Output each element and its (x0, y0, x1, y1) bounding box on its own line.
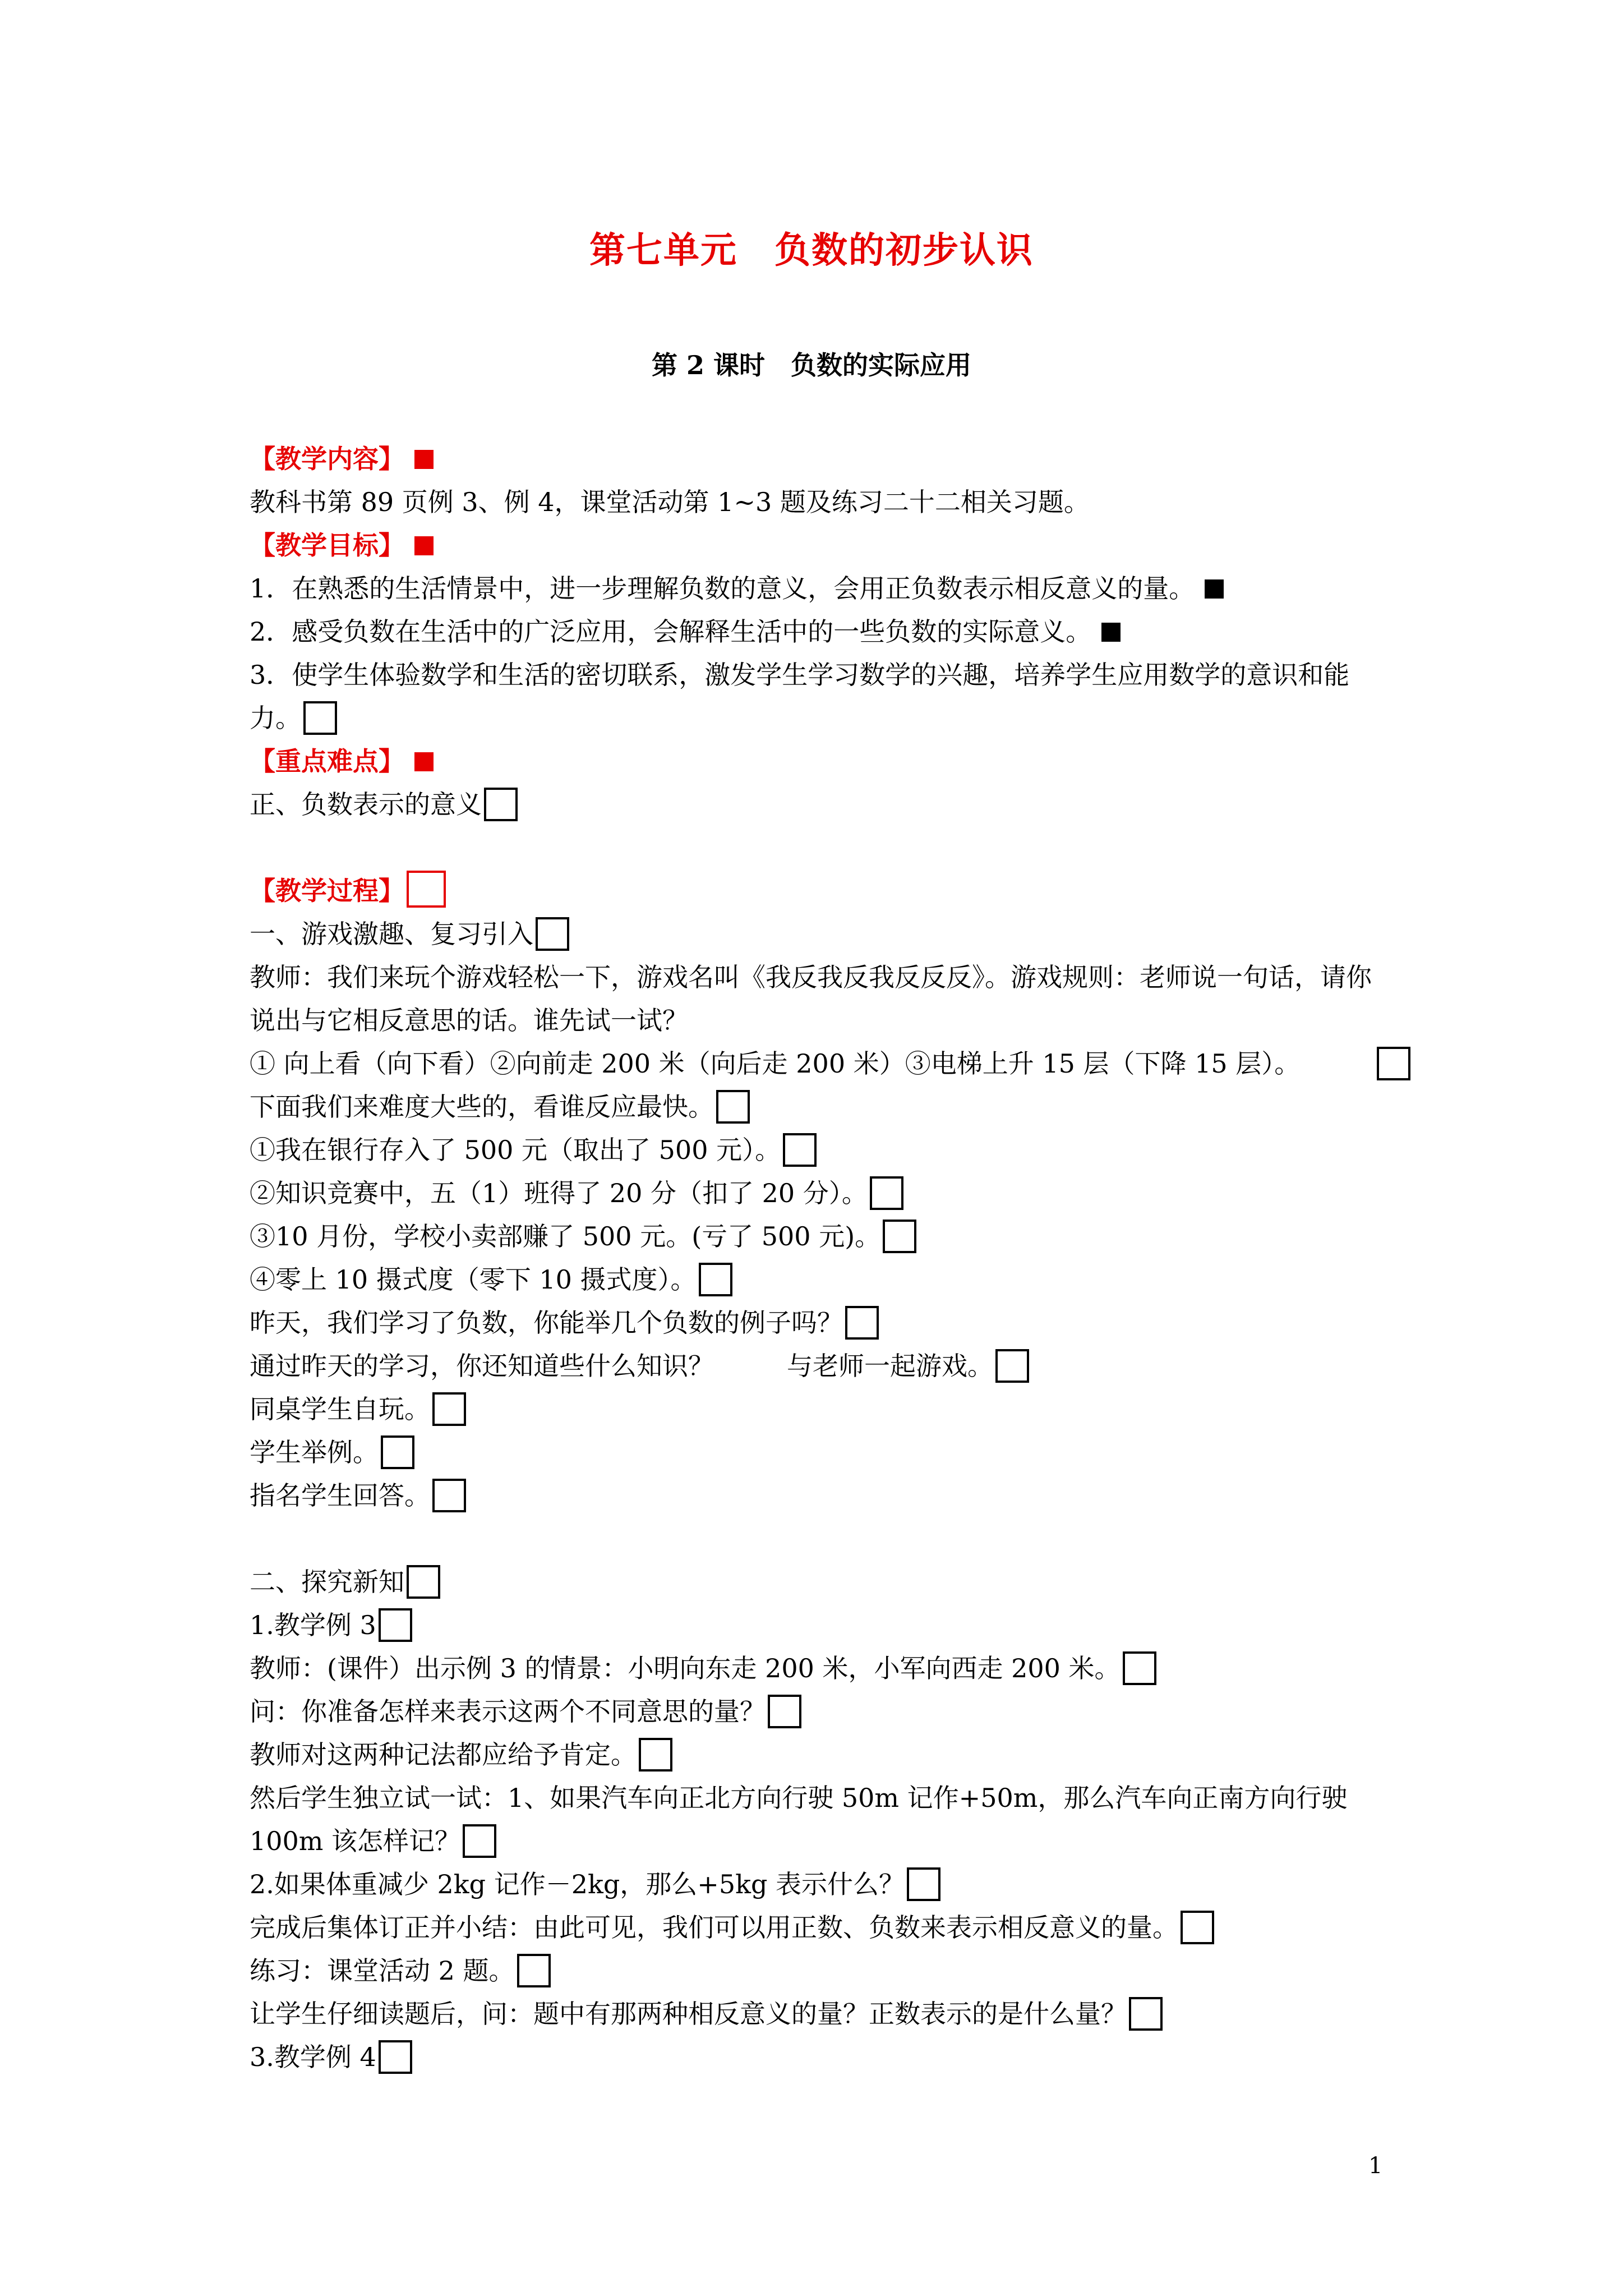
part1-line-2: ① 向上看（向下看）②向前走 200 米（向后走 200 米）③电梯上升 15 层（下降 15 层）。 (250, 1048, 1301, 1079)
part2-line-7: 完成后集体订正并小结：由此可见，我们可以用正数、负数来表示相反意义的量。 (250, 1912, 1178, 1943)
lesson-subtitle: 第 2 课时 负数的实际应用 (651, 350, 972, 380)
empty-box-icon (699, 1263, 732, 1296)
empty-box-icon (1123, 1651, 1156, 1685)
part1-line-6: ③10 月份，学校小卖部赚了 500 元。(亏了 500 元)。 (250, 1221, 881, 1251)
empty-box-icon (845, 1306, 879, 1340)
empty-box-icon (381, 1435, 414, 1469)
empty-box-icon (716, 1090, 750, 1124)
empty-box-icon (303, 701, 337, 735)
empty-box-icon (517, 1954, 551, 1987)
part1-line-10: 同桌学生自玩。 (250, 1394, 430, 1424)
red-square-icon (414, 450, 434, 469)
part2-heading: 二、探究新知 (250, 1567, 404, 1597)
empty-box-icon (1377, 1047, 1410, 1080)
red-square-icon (414, 752, 434, 771)
empty-box-icon (379, 2040, 412, 2074)
red-square-icon (414, 536, 434, 555)
section-heading-key-points: 【重点难点】 (250, 746, 404, 776)
part1-line-9a: 通过昨天的学习，你还知道些什么知识？ (250, 1351, 714, 1381)
part2-line-1: 1.教学例 3 (250, 1610, 376, 1640)
empty-box-icon (536, 917, 569, 951)
empty-box-icon (995, 1349, 1029, 1383)
part1-line-11: 学生举例。 (250, 1437, 379, 1467)
content-text: 教科书第 89 页例 3、例 4，课堂活动第 1~3 题及练习二十二相关习题。 (250, 487, 1090, 517)
empty-box-icon (907, 1867, 940, 1901)
empty-box-icon (870, 1176, 903, 1210)
part1-line-1: 教师：我们来玩个游戏轻松一下，游戏名叫《我反我反我反反反》。游戏规则：老师说一句话，请你说出与它相反意思的话。谁先试一试？ (250, 962, 1372, 1036)
document-body (250, 438, 1405, 2079)
empty-box-icon (379, 1608, 412, 1642)
part1-line-4: ①我在银行存入了 500 元（取出了 500 元）。 (250, 1135, 781, 1165)
page-number: 1 (1368, 2153, 1383, 2179)
goal-item-2: 2．感受负数在生活中的广泛应用，会解释生活中的一些负数的实际意义。 (250, 616, 1092, 647)
empty-box-icon (432, 1479, 466, 1512)
part1-line-7: ④零上 10 摄式度（零下 10 摄式度）。 (250, 1264, 697, 1295)
empty-box-icon (1129, 1997, 1163, 2031)
empty-box-icon (768, 1695, 801, 1728)
part2-line-5: 然后学生独立试一试：1、如果汽车向正北方向行驶 50m 记作+50m，那么汽车向正南方向行驶 100m 该怎样记？ (250, 1783, 1348, 1856)
part1-line-8: 昨天，我们学习了负数，你能举几个负数的例子吗？ (250, 1308, 843, 1338)
empty-box-icon (432, 1392, 466, 1426)
part2-line-2: 教师：(课件）出示例 3 的情景：小明向东走 200 米，小军向西走 200 米。 (250, 1653, 1121, 1683)
empty-box-icon (783, 1133, 817, 1167)
empty-box-icon (1181, 1911, 1214, 1944)
part2-line-6: 2.如果体重减少 2kg 记作－2kg，那么+5kg 表示什么？ (250, 1869, 905, 1899)
black-square-icon (1205, 579, 1224, 599)
part2-line-4: 教师对这两种记法都应给予肯定。 (250, 1740, 637, 1770)
key-points-text: 正、负数表示的意义 (250, 789, 482, 820)
part2-line-8: 练习：课堂活动 2 题。 (250, 1955, 515, 1986)
goal-item-3: 3．使学生体验数学和生活的密切联系，激发学生学习数学的兴趣，培养学生应用数学的意识和能力。 (250, 660, 1350, 733)
red-box-icon (407, 871, 446, 908)
unit-title: 第七单元 负数的初步认识 (589, 229, 1034, 272)
part1-line-5: ②知识竞赛中，五（1）班得了 20 分（扣了 20 分）。 (250, 1178, 868, 1208)
part2-line-10: 3.教学例 4 (250, 2042, 376, 2072)
section-heading-process: 【教学过程】 (250, 876, 404, 906)
part1-line-3: 下面我们来难度大些的，看谁反应最快。 (250, 1092, 714, 1122)
part2-line-3: 问：你准备怎样来表示这两个不同意思的量？ (250, 1696, 766, 1727)
goal-item-1: 1．在熟悉的生活情景中，进一步理解负数的意义，会用正负数表示相反意义的量。 (250, 573, 1195, 604)
empty-box-icon (407, 1565, 440, 1599)
part1-heading: 一、游戏激趣、复习引入 (250, 919, 533, 949)
section-heading-goals: 【教学目标】 (250, 530, 404, 560)
black-square-icon (1101, 623, 1121, 642)
empty-box-icon (463, 1824, 496, 1858)
empty-box-icon (883, 1220, 916, 1253)
part1-line-12: 指名学生回答。 (250, 1480, 430, 1511)
empty-box-icon (639, 1738, 672, 1772)
empty-box-icon (484, 788, 518, 821)
part2-line-9: 让学生仔细读题后，问：题中有那两种相反意义的量？正数表示的是什么量？ (250, 1999, 1127, 2029)
section-heading-content: 【教学内容】 (250, 444, 404, 474)
part1-line-9b: 与老师一起游戏。 (787, 1351, 993, 1381)
